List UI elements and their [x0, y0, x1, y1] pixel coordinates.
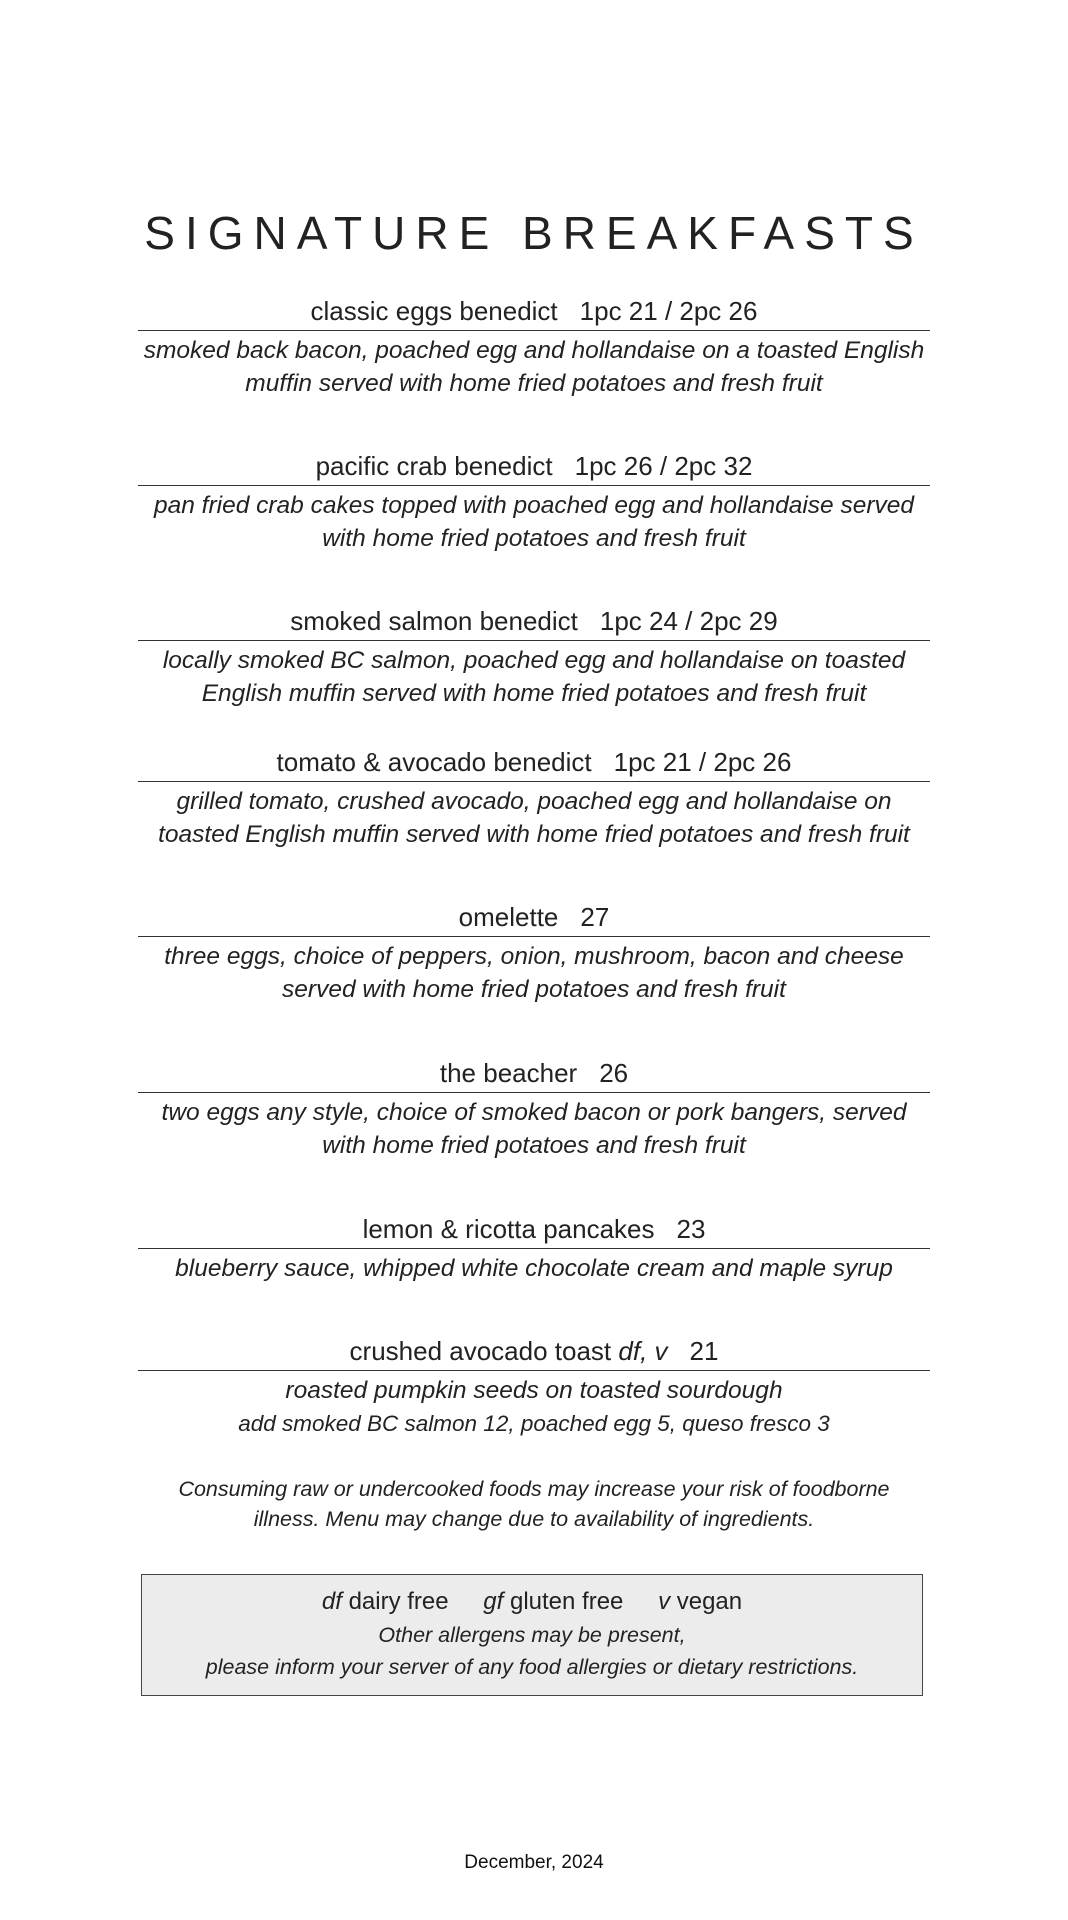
menu-item-classic-eggs-benedict [138, 294, 930, 400]
dietary-legend [142, 1585, 922, 1619]
item-desc-line: three eggs, choice of peppers, onion, mushroom, bacon and cheese [164, 943, 904, 970]
disclaimer-line: illness. Menu may change due to availability of ingredients. [253, 1507, 815, 1531]
item-heading [138, 1334, 930, 1371]
item-name: classic eggs benedict [310, 296, 558, 326]
menu-item-pacific-crab-benedict [138, 449, 930, 555]
item-desc-line: smoked back bacon, poached egg and hollandaise on a toasted English [143, 337, 925, 364]
item-desc-line: English muffin served with home fried potatoes and fresh fruit [201, 680, 867, 707]
menu-item-the-beacher [138, 1056, 930, 1162]
item-description [138, 1096, 930, 1162]
legend-v-abbr: v [658, 1588, 671, 1615]
legend-df-label: dairy free [348, 1588, 449, 1615]
menu-item-crushed-avocado-toast [138, 1334, 930, 1440]
item-name: omelette [458, 902, 559, 932]
item-desc-line: with home fried potatoes and fresh fruit [322, 1132, 746, 1159]
legend-df-abbr: df [321, 1588, 342, 1615]
item-desc-line: two eggs any style, choice of smoked bacon or pork bangers, served [161, 1099, 907, 1126]
item-heading [138, 449, 930, 486]
item-description [138, 1374, 930, 1440]
item-description [138, 1252, 930, 1285]
disclaimer-line: Consuming raw or undercooked foods may increase your risk of foodborne [178, 1477, 890, 1501]
item-desc-line: grilled tomato, crushed avocado, poached egg and hollandaise on [176, 788, 892, 815]
item-heading [138, 745, 930, 782]
item-name: the beacher [439, 1058, 578, 1088]
item-desc-line: muffin served with home fried potatoes and fresh fruit [245, 370, 823, 397]
item-heading [138, 900, 930, 937]
item-description [138, 489, 930, 555]
menu-date: December, 2024 [464, 1852, 604, 1873]
item-description [138, 644, 930, 710]
item-price: 1pc 24 / 2pc 29 [599, 606, 778, 636]
item-heading [138, 1212, 930, 1249]
item-heading [138, 1056, 930, 1093]
item-price: 1pc 26 / 2pc 32 [574, 451, 753, 481]
item-price: 1pc 21 / 2pc 26 [613, 747, 792, 777]
menu-item-lemon-ricotta-pancakes [138, 1212, 930, 1285]
menu-item-tomato-avocado-benedict [138, 745, 930, 851]
menu-item-omelette [138, 900, 930, 1006]
item-name: smoked salmon benedict [290, 606, 578, 636]
item-description [138, 334, 930, 400]
item-desc-line: with home fried potatoes and fresh fruit [322, 525, 746, 552]
page-title: SIGNATURE BREAKFASTS [144, 207, 924, 259]
item-desc-line: served with home fried potatoes and fresh fruit [282, 976, 786, 1003]
allergen-note-line: please inform your server of any food allergies or dietary restrictions. [205, 1655, 859, 1679]
item-name: crushed avocado toast [349, 1336, 612, 1366]
item-desc-line: pan fried crab cakes topped with poached egg and hollandaise served [153, 492, 915, 519]
item-heading [138, 604, 930, 641]
item-name: lemon & ricotta pancakes [362, 1214, 655, 1244]
item-heading [138, 294, 930, 331]
item-price: 26 [599, 1058, 629, 1088]
item-desc-line: roasted pumpkin seeds on toasted sourdough [285, 1377, 783, 1404]
item-description [138, 940, 930, 1006]
item-price: 27 [580, 902, 610, 932]
legend-gf-label: gluten free [509, 1588, 624, 1615]
item-desc-line: toasted English muffin served with home fried potatoes and fresh fruit [158, 821, 910, 848]
legend-gf-abbr: gf [483, 1588, 504, 1615]
allergen-legend-box [141, 1574, 923, 1696]
item-name: pacific crab benedict [315, 451, 553, 481]
item-desc-line: blueberry sauce, whipped white chocolate cream and maple syrup [175, 1255, 893, 1282]
legend-v-label: vegan [676, 1588, 743, 1615]
item-dietary-tag: df, v [618, 1336, 668, 1366]
menu-item-smoked-salmon-benedict [138, 604, 930, 710]
item-price: 21 [689, 1336, 719, 1366]
allergen-note-line: Other allergens may be present, [378, 1623, 686, 1647]
food-safety-disclaimer [100, 1474, 968, 1534]
item-name: tomato & avocado benedict [276, 747, 592, 777]
item-desc-line: locally smoked BC salmon, poached egg and hollandaise on toasted [162, 647, 906, 674]
item-description [138, 785, 930, 851]
item-price: 1pc 21 / 2pc 26 [579, 296, 758, 326]
item-desc-line: add smoked BC salmon 12, poached egg 5, queso fresco 3 [238, 1411, 830, 1436]
item-price: 23 [676, 1214, 706, 1244]
